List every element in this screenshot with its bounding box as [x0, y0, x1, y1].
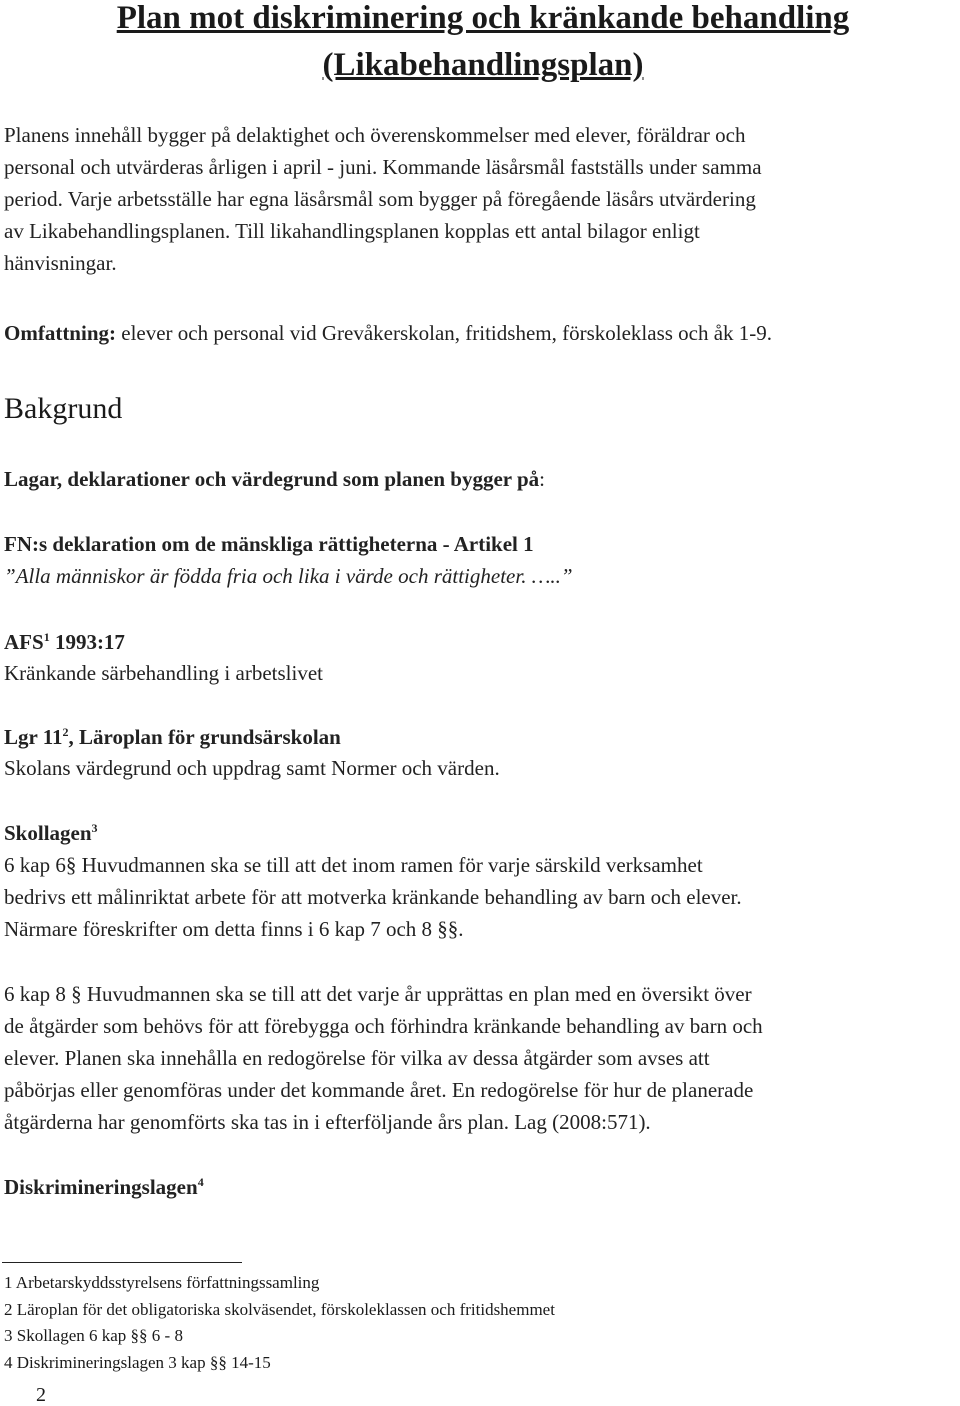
intro-line: av Likabehandlingsplanen. Till likahandlingsplanen kopplas ett antal bilagor enligt: [4, 219, 700, 243]
afs-number: 1993:17: [49, 630, 125, 654]
lgr-heading: [4, 721, 960, 753]
intro-line: Planens innehåll bygger på delaktighet och överenskommelser med elever, föräldrar och: [4, 123, 746, 147]
afs-heading: [4, 626, 960, 658]
afs-text: Kränkande särbehandling i arbetslivet: [4, 661, 323, 685]
diskrimineringslagen-label: Diskrimineringslagen: [4, 1175, 198, 1199]
document-title-line-1: Plan mot diskriminering och kränkande behandling: [116, 0, 850, 36]
skollagen-p2-line: elever. Planen ska innehålla en redogörelse för vilka av dessa åtgärder som avses att: [4, 1046, 710, 1070]
intro-line: period. Varje arbetsställe har egna läsårsmål som bygger på föregående läsårs utvärdering: [4, 187, 756, 211]
skollagen-heading: [4, 817, 960, 849]
fn-declaration-title: FN:s deklaration om de mänskliga rättigheterna - Artikel 1: [4, 532, 534, 556]
diskrimineringslagen-heading: [4, 1171, 960, 1203]
footnote-1: 1 Arbetarskyddsstyrelsens författningssamling: [4, 1273, 320, 1292]
lgr-label: Lgr 11: [4, 725, 63, 749]
skollagen-p2-line: 6 kap 8 § Huvudmannen ska se till att det varje år upprättas en plan med en översikt över: [4, 982, 752, 1006]
skollagen-label: Skollagen: [4, 821, 92, 845]
footnote-ref-2: 2: [62, 725, 69, 739]
skollagen-p1-line: Närmare föreskrifter om detta finns i 6 kap 7 och 8 §§.: [4, 917, 464, 941]
scope-paragraph: [4, 317, 960, 349]
scope-label: Omfattning:: [4, 321, 116, 345]
intro-line: hänvisningar.: [4, 251, 117, 275]
skollagen-p1-line: 6 kap 6§ Huvudmannen ska se till att det inom ramen för varje särskild verksamhet: [4, 853, 703, 877]
footnote-3: 3 Skollagen 6 kap §§ 6 - 8: [4, 1326, 183, 1345]
footnote-ref-3: 3: [91, 821, 98, 835]
section-heading-bakgrund: Bakgrund: [4, 392, 123, 425]
footnote-2: 2 Läroplan för det obligatoriska skolväsendet, förskoleklassen och fritidshemmet: [4, 1300, 555, 1319]
afs-label: AFS: [4, 630, 44, 654]
footnote-separator: [2, 1262, 242, 1263]
laws-intro-colon: :: [539, 467, 546, 491]
footnote-ref-4: 4: [197, 1175, 204, 1189]
fn-declaration-quote: ”Alla människor är födda fria och lika i värde och rättigheter. …..”: [4, 564, 573, 588]
page-number: 2: [36, 1384, 46, 1406]
fn-declaration-quote-text: Alla människor är födda fria och lika i värde och rättigheter. …..: [15, 564, 561, 588]
skollagen-p2-line: de åtgärder som behövs för att förebygga och förhindra kränkande behandling av barn och: [4, 1014, 763, 1038]
skollagen-p1-line: bedrivs ett målinriktat arbete för att motverka kränkande behandling av barn och elever.: [4, 885, 742, 909]
skollagen-p2-line: åtgärderna har genomförts ska tas in i efterföljande års plan. Lag (2008:571).: [4, 1110, 651, 1134]
laws-intro-label: Lagar, deklarationer och värdegrund som planen bygger på: [4, 467, 540, 491]
document-title-line-2: (Likabehandlingsplan): [322, 47, 644, 83]
lgr-text: Skolans värdegrund och uppdrag samt Normer och värden.: [4, 756, 500, 780]
laws-intro: [4, 463, 960, 495]
scope-text: elever och personal vid Grevåkerskolan, fritidshem, förskoleklass och åk 1-9.: [116, 321, 773, 345]
skollagen-p2-line: påbörjas eller genomföras under det kommande året. En redogörelse för hur de planerade: [4, 1078, 754, 1102]
intro-line: personal och utvärderas årligen i april - juni. Kommande läsårsmål fastställs under samma: [4, 155, 762, 179]
footnote-ref-1: 1: [43, 630, 50, 644]
lgr-rest: , Läroplan för grundsärskolan: [68, 725, 341, 749]
footnote-4: 4 Diskrimineringslagen 3 kap §§ 14-15: [4, 1353, 271, 1372]
